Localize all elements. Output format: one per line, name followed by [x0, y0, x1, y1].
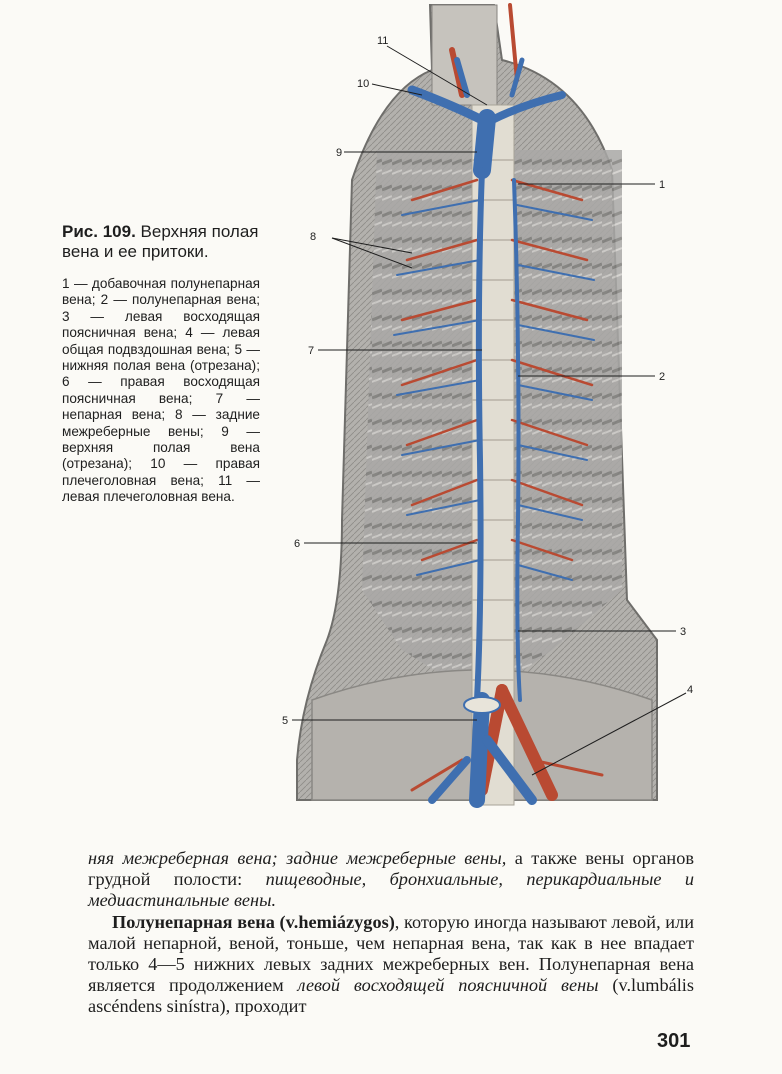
figure-caption — [62, 222, 260, 506]
figure-prefix: Рис. — [62, 222, 98, 241]
legend-item: 10 — правая плечеголовная вена; — [62, 456, 260, 488]
caption-legend — [62, 276, 260, 506]
paragraph-2 — [88, 912, 694, 1018]
italic-text: няя межреберная вена; задние межреберные вены, — [88, 848, 507, 868]
label-1: 1 — [659, 179, 666, 191]
inferior-vena-cava — [477, 700, 482, 800]
label-5: 5 — [282, 715, 289, 727]
label-3: 3 — [680, 626, 687, 638]
figure-number: 109. — [102, 222, 136, 241]
label-10: 10 — [357, 78, 370, 90]
legend-item: 11 — левая плечеголовная вена. — [62, 472, 260, 505]
label-7: 7 — [308, 345, 315, 357]
superior-vena-cava — [482, 118, 487, 170]
label-8: 8 — [310, 231, 317, 243]
label-2: 2 — [659, 371, 666, 383]
legend-item: 8 — задние межреберные вены; — [62, 407, 260, 439]
label-4: 4 — [687, 684, 694, 696]
text-span: , которую иногда называют левой, или малой непарной, веной, тоньше, чем непарная вена, так как в нее впадает только 4—5 нижних левых задних межреберных вен. Полунепарная вена является продолжением — [88, 911, 694, 996]
legend-item: 9 — верхняя полая вена (отрезана); — [62, 423, 260, 472]
figure-title: Верхняя полая вена и ее притоки. — [62, 222, 259, 261]
legend-item: 4 — левая общая подвздошная вена; — [62, 325, 260, 357]
legend-item: 1 — добавочная полунепарная вена; — [62, 276, 260, 308]
label-11: 11 — [377, 35, 389, 47]
text-span: (v.lumbális ascéndens sinístra), проходит — [88, 975, 694, 1017]
label-9: 9 — [336, 147, 343, 159]
label-6: 6 — [294, 538, 301, 550]
paragraph-1 — [88, 848, 694, 912]
legend-item: 2 — полунепарная вена; — [100, 292, 260, 308]
legend-item: 6 — правая восходящая поясничная вена; — [62, 374, 260, 406]
legend-item: 7 — непарная вена; — [62, 390, 260, 423]
legend-item: 5 — нижняя полая вена (отрезана); — [62, 341, 261, 374]
italic-text: пищеводные, бронхиальные, перикардиальные и медиастинальные вены. — [88, 869, 694, 911]
anatomy-illustration — [282, 0, 702, 815]
page-number: 301 — [657, 1030, 691, 1052]
caption-title — [62, 222, 260, 262]
body-text — [88, 848, 694, 1018]
legend-item: 3 — левая восходящая поясничная вена; — [62, 308, 260, 341]
text-span: а также вены органов грудной полости: — [88, 848, 694, 890]
azygos-vein — [477, 170, 482, 700]
bold-term: Полунепарная вена (v.hemiázygos) — [112, 911, 395, 932]
italic-text: левой восходящей поясничной вены — [297, 975, 599, 996]
